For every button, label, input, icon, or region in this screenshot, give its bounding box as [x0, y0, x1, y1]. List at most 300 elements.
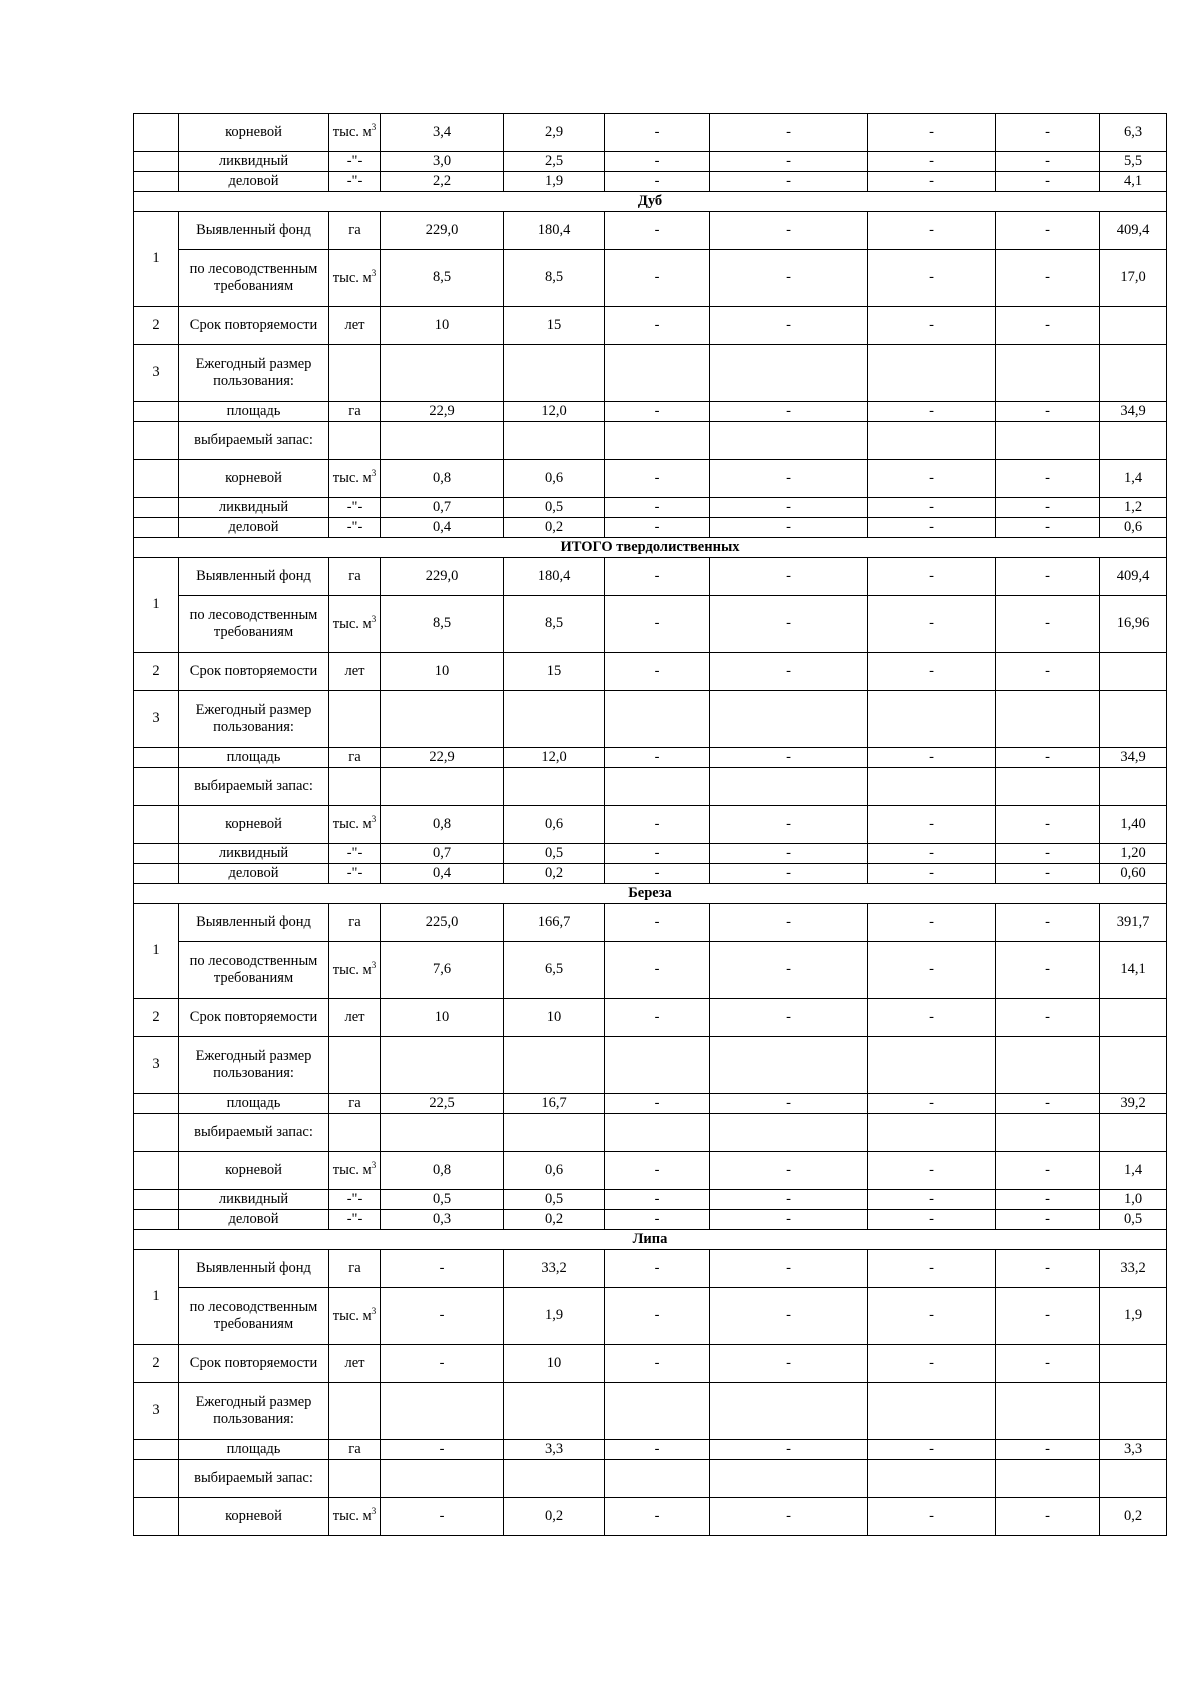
value-cell — [868, 1383, 996, 1440]
item-number-cell — [134, 518, 179, 538]
value-cell — [605, 345, 710, 402]
value-cell: 3,4 — [381, 114, 504, 152]
unit-cell — [329, 1460, 381, 1498]
section-header-row — [134, 884, 1167, 904]
indicator-name-cell: площадь — [179, 1440, 329, 1460]
value-cell — [996, 691, 1100, 748]
indicator-name-cell: выбираемый запас: — [179, 422, 329, 460]
value-cell: 225,0 — [381, 904, 504, 942]
value-cell: - — [996, 1152, 1100, 1190]
value-cell: - — [996, 460, 1100, 498]
item-number-cell: 1 — [134, 212, 179, 307]
value-cell: - — [868, 152, 996, 172]
value-cell: 0,4 — [381, 864, 504, 884]
table-row — [134, 768, 1167, 806]
value-cell: - — [605, 114, 710, 152]
value-cell: - — [710, 307, 868, 345]
value-cell: - — [868, 518, 996, 538]
unit-superscript: 3 — [371, 1160, 377, 1171]
value-cell: - — [868, 1498, 996, 1536]
item-number-cell: 3 — [134, 1383, 179, 1440]
value-cell: - — [710, 864, 868, 884]
value-cell: - — [710, 806, 868, 844]
value-cell: - — [605, 1152, 710, 1190]
unit-superscript: 3 — [371, 959, 377, 970]
value-cell: 0,8 — [381, 460, 504, 498]
indicator-name-cell: корневой — [179, 1498, 329, 1536]
value-cell: - — [710, 558, 868, 596]
indicator-name-cell: по лесоводственным требованиям — [179, 942, 329, 999]
unit-cell — [329, 1037, 381, 1094]
value-cell: - — [868, 250, 996, 307]
section-header-row — [134, 538, 1167, 558]
table-row — [134, 748, 1167, 768]
table-row — [134, 844, 1167, 864]
unit-cell — [329, 768, 381, 806]
total-cell: 14,1 — [1100, 942, 1167, 999]
unit-cell: -"- — [329, 152, 381, 172]
value-cell: - — [868, 864, 996, 884]
value-cell: - — [605, 152, 710, 172]
item-number-cell — [134, 1440, 179, 1460]
unit-cell: -"- — [329, 498, 381, 518]
value-cell: 8,5 — [381, 596, 504, 653]
value-cell — [996, 345, 1100, 402]
value-cell: - — [996, 844, 1100, 864]
value-cell: - — [996, 1190, 1100, 1210]
value-cell: - — [605, 307, 710, 345]
value-cell — [381, 1114, 504, 1152]
value-cell: - — [710, 1345, 868, 1383]
unit-cell: га — [329, 1250, 381, 1288]
value-cell: - — [996, 653, 1100, 691]
value-cell — [605, 422, 710, 460]
value-cell: - — [381, 1345, 504, 1383]
value-cell — [868, 768, 996, 806]
value-cell: 12,0 — [504, 748, 605, 768]
total-cell: 0,5 — [1100, 1210, 1167, 1230]
value-cell: - — [996, 942, 1100, 999]
unit-cell: га — [329, 1094, 381, 1114]
value-cell: 229,0 — [381, 558, 504, 596]
value-cell: - — [868, 558, 996, 596]
total-cell: 391,7 — [1100, 904, 1167, 942]
total-cell — [1100, 1345, 1167, 1383]
value-cell: - — [996, 864, 1100, 884]
indicator-name-cell: по лесоводственным требованиям — [179, 1288, 329, 1345]
total-cell: 33,2 — [1100, 1250, 1167, 1288]
unit-cell — [329, 1383, 381, 1440]
table-row — [134, 904, 1167, 942]
value-cell: - — [710, 250, 868, 307]
table-row — [134, 1190, 1167, 1210]
indicator-name-cell: выбираемый запас: — [179, 768, 329, 806]
table-body — [134, 114, 1167, 1536]
value-cell: - — [868, 1288, 996, 1345]
item-number-cell — [134, 172, 179, 192]
total-cell: 0,6 — [1100, 518, 1167, 538]
table-row — [134, 653, 1167, 691]
value-cell: - — [710, 498, 868, 518]
table-row — [134, 1037, 1167, 1094]
table-row — [134, 806, 1167, 844]
total-cell: 34,9 — [1100, 402, 1167, 422]
value-cell — [504, 422, 605, 460]
value-cell — [381, 768, 504, 806]
unit-superscript: 3 — [371, 122, 377, 133]
value-cell — [504, 691, 605, 748]
indicator-name-cell: деловой — [179, 518, 329, 538]
value-cell: - — [710, 460, 868, 498]
value-cell — [996, 1383, 1100, 1440]
indicator-name-cell: Срок повторяемости — [179, 653, 329, 691]
item-number-cell: 2 — [134, 1345, 179, 1383]
indicator-name-cell: ликвидный — [179, 844, 329, 864]
value-cell: 15 — [504, 653, 605, 691]
unit-cell — [329, 1288, 381, 1345]
total-cell: 5,5 — [1100, 152, 1167, 172]
total-cell — [1100, 1383, 1167, 1440]
indicator-name-cell: выбираемый запас: — [179, 1460, 329, 1498]
unit-cell: -"- — [329, 844, 381, 864]
indicator-name-cell: корневой — [179, 114, 329, 152]
indicator-name-cell: Ежегодный размер пользования: — [179, 1037, 329, 1094]
value-cell: - — [996, 1440, 1100, 1460]
item-number-cell — [134, 864, 179, 884]
value-cell: - — [868, 172, 996, 192]
value-cell — [868, 345, 996, 402]
indicator-name-cell: Выявленный фонд — [179, 904, 329, 942]
total-cell: 409,4 — [1100, 558, 1167, 596]
value-cell — [710, 768, 868, 806]
value-cell: - — [996, 1498, 1100, 1536]
value-cell: - — [605, 1440, 710, 1460]
value-cell: - — [605, 904, 710, 942]
total-cell: 16,96 — [1100, 596, 1167, 653]
total-cell — [1100, 307, 1167, 345]
item-number-cell: 1 — [134, 558, 179, 653]
value-cell: - — [710, 942, 868, 999]
value-cell: - — [868, 1250, 996, 1288]
value-cell: 10 — [381, 307, 504, 345]
value-cell: 0,7 — [381, 844, 504, 864]
value-cell: - — [605, 1345, 710, 1383]
value-cell — [381, 691, 504, 748]
value-cell: - — [996, 806, 1100, 844]
total-cell: 1,4 — [1100, 460, 1167, 498]
value-cell: 10 — [381, 999, 504, 1037]
item-number-cell — [134, 1190, 179, 1210]
indicator-name-cell: ликвидный — [179, 152, 329, 172]
table-row — [134, 114, 1167, 152]
indicator-name-cell: Ежегодный размер пользования: — [179, 1383, 329, 1440]
total-cell: 4,1 — [1100, 172, 1167, 192]
value-cell: - — [996, 152, 1100, 172]
value-cell — [605, 768, 710, 806]
item-number-cell: 3 — [134, 1037, 179, 1094]
value-cell: - — [605, 518, 710, 538]
value-cell: - — [868, 1152, 996, 1190]
unit-superscript: 3 — [371, 267, 377, 278]
unit-cell: лет — [329, 653, 381, 691]
total-cell — [1100, 768, 1167, 806]
value-cell — [710, 1114, 868, 1152]
value-cell: 0,2 — [504, 1498, 605, 1536]
indicator-name-cell: корневой — [179, 1152, 329, 1190]
total-cell — [1100, 345, 1167, 402]
table-row — [134, 172, 1167, 192]
table-row — [134, 1498, 1167, 1536]
unit-text: тыс. м — [332, 961, 372, 978]
value-cell: 0,5 — [504, 844, 605, 864]
value-cell: - — [605, 942, 710, 999]
section-header-row — [134, 1230, 1167, 1250]
value-cell: - — [710, 1440, 868, 1460]
value-cell: 8,5 — [504, 250, 605, 307]
value-cell: - — [605, 558, 710, 596]
indicator-name-cell: ликвидный — [179, 1190, 329, 1210]
value-cell: 166,7 — [504, 904, 605, 942]
value-cell: - — [996, 1210, 1100, 1230]
value-cell: 0,5 — [504, 1190, 605, 1210]
value-cell: 7,6 — [381, 942, 504, 999]
item-number-cell — [134, 1094, 179, 1114]
value-cell — [710, 1383, 868, 1440]
indicator-name-cell: выбираемый запас: — [179, 1114, 329, 1152]
value-cell — [381, 1037, 504, 1094]
item-number-cell — [134, 748, 179, 768]
table-row — [134, 1152, 1167, 1190]
value-cell: - — [996, 172, 1100, 192]
value-cell: - — [605, 844, 710, 864]
value-cell: - — [710, 212, 868, 250]
value-cell: - — [710, 1210, 868, 1230]
value-cell: - — [381, 1288, 504, 1345]
item-number-cell — [134, 1460, 179, 1498]
value-cell: 0,5 — [504, 498, 605, 518]
value-cell: 22,9 — [381, 402, 504, 422]
value-cell: - — [996, 748, 1100, 768]
unit-cell — [329, 345, 381, 402]
value-cell: 0,3 — [381, 1210, 504, 1230]
table-row — [134, 250, 1167, 307]
value-cell: - — [868, 653, 996, 691]
item-number-cell: 1 — [134, 1250, 179, 1345]
value-cell: 10 — [504, 1345, 605, 1383]
value-cell: - — [710, 653, 868, 691]
value-cell: - — [605, 1094, 710, 1114]
value-cell: - — [868, 806, 996, 844]
table-row — [134, 1094, 1167, 1114]
value-cell: 0,5 — [381, 1190, 504, 1210]
item-number-cell — [134, 402, 179, 422]
value-cell: 15 — [504, 307, 605, 345]
value-cell — [381, 1383, 504, 1440]
value-cell — [868, 1037, 996, 1094]
item-number-cell — [134, 768, 179, 806]
value-cell — [504, 768, 605, 806]
section-title: Липа — [134, 1230, 1167, 1250]
value-cell: 0,6 — [504, 460, 605, 498]
unit-cell: га — [329, 402, 381, 422]
value-cell: - — [605, 806, 710, 844]
value-cell: - — [868, 942, 996, 999]
value-cell — [504, 1037, 605, 1094]
value-cell: 8,5 — [504, 596, 605, 653]
value-cell: - — [710, 1190, 868, 1210]
value-cell: - — [996, 1288, 1100, 1345]
value-cell — [381, 1460, 504, 1498]
value-cell: - — [868, 114, 996, 152]
value-cell: - — [605, 1190, 710, 1210]
value-cell: 0,6 — [504, 1152, 605, 1190]
table-row — [134, 596, 1167, 653]
total-cell: 1,4 — [1100, 1152, 1167, 1190]
value-cell: - — [605, 748, 710, 768]
table-row — [134, 498, 1167, 518]
section-title: Береза — [134, 884, 1167, 904]
value-cell: 0,2 — [504, 1210, 605, 1230]
value-cell: - — [605, 1498, 710, 1536]
value-cell — [605, 1114, 710, 1152]
value-cell — [504, 1383, 605, 1440]
item-number-cell — [134, 1114, 179, 1152]
value-cell: - — [996, 114, 1100, 152]
value-cell — [504, 345, 605, 402]
unit-cell — [329, 942, 381, 999]
unit-superscript: 3 — [371, 613, 377, 624]
value-cell: - — [710, 1250, 868, 1288]
value-cell — [381, 345, 504, 402]
value-cell: 8,5 — [381, 250, 504, 307]
item-number-cell — [134, 498, 179, 518]
table-row — [134, 1210, 1167, 1230]
value-cell: - — [868, 460, 996, 498]
value-cell: - — [996, 518, 1100, 538]
value-cell: 0,7 — [381, 498, 504, 518]
value-cell: - — [996, 307, 1100, 345]
table-row — [134, 1288, 1167, 1345]
value-cell — [710, 422, 868, 460]
unit-superscript: 3 — [371, 468, 377, 479]
indicator-name-cell: площадь — [179, 748, 329, 768]
value-cell: 180,4 — [504, 558, 605, 596]
unit-cell — [329, 460, 381, 498]
value-cell — [996, 1460, 1100, 1498]
table-row — [134, 1383, 1167, 1440]
total-cell: 409,4 — [1100, 212, 1167, 250]
table-row — [134, 307, 1167, 345]
indicator-name-cell: Выявленный фонд — [179, 558, 329, 596]
table-row — [134, 999, 1167, 1037]
item-number-cell — [134, 1498, 179, 1536]
value-cell — [868, 1460, 996, 1498]
total-cell: 1,20 — [1100, 844, 1167, 864]
unit-superscript: 3 — [371, 1506, 377, 1517]
unit-cell: га — [329, 558, 381, 596]
value-cell: - — [710, 1094, 868, 1114]
total-cell: 0,2 — [1100, 1498, 1167, 1536]
unit-cell — [329, 250, 381, 307]
value-cell: - — [996, 1094, 1100, 1114]
value-cell: - — [381, 1250, 504, 1288]
value-cell: 0,6 — [504, 806, 605, 844]
indicator-name-cell: по лесоводственным требованиям — [179, 596, 329, 653]
total-cell: 1,2 — [1100, 498, 1167, 518]
unit-text: тыс. м — [332, 1508, 372, 1524]
value-cell — [868, 691, 996, 748]
value-cell — [710, 345, 868, 402]
total-cell: 6,3 — [1100, 114, 1167, 152]
value-cell: - — [996, 1250, 1100, 1288]
value-cell: - — [996, 498, 1100, 518]
value-cell: - — [868, 904, 996, 942]
value-cell — [605, 691, 710, 748]
unit-cell: лет — [329, 1345, 381, 1383]
unit-cell: лет — [329, 307, 381, 345]
value-cell: 3,0 — [381, 152, 504, 172]
indicator-name-cell: Срок повторяемости — [179, 999, 329, 1037]
item-number-cell — [134, 806, 179, 844]
indicator-name-cell: Ежегодный размер пользования: — [179, 691, 329, 748]
value-cell: - — [605, 864, 710, 884]
value-cell: - — [996, 904, 1100, 942]
item-number-cell — [134, 460, 179, 498]
value-cell: - — [996, 402, 1100, 422]
indicator-name-cell: площадь — [179, 1094, 329, 1114]
value-cell: - — [710, 114, 868, 152]
value-cell: 2,2 — [381, 172, 504, 192]
item-number-cell — [134, 152, 179, 172]
unit-cell — [329, 596, 381, 653]
total-cell: 0,60 — [1100, 864, 1167, 884]
total-cell: 3,3 — [1100, 1440, 1167, 1460]
value-cell: - — [710, 1152, 868, 1190]
value-cell: 33,2 — [504, 1250, 605, 1288]
value-cell: - — [710, 904, 868, 942]
value-cell: 16,7 — [504, 1094, 605, 1114]
value-cell: - — [605, 402, 710, 422]
unit-cell: га — [329, 748, 381, 768]
value-cell: - — [710, 172, 868, 192]
table-row — [134, 1114, 1167, 1152]
value-cell: - — [868, 844, 996, 864]
value-cell: - — [605, 1250, 710, 1288]
indicator-name-cell: деловой — [179, 864, 329, 884]
value-cell — [710, 1460, 868, 1498]
table-row — [134, 460, 1167, 498]
unit-text: тыс. м — [332, 615, 372, 632]
value-cell: - — [605, 172, 710, 192]
value-cell: 10 — [381, 653, 504, 691]
total-cell — [1100, 1114, 1167, 1152]
total-cell: 1,9 — [1100, 1288, 1167, 1345]
value-cell: - — [996, 250, 1100, 307]
value-cell — [605, 1037, 710, 1094]
unit-text: тыс. м — [332, 269, 372, 286]
item-number-cell — [134, 422, 179, 460]
table-row — [134, 1345, 1167, 1383]
value-cell: 229,0 — [381, 212, 504, 250]
value-cell: 6,5 — [504, 942, 605, 999]
indicator-name-cell: по лесоводственным требованиям — [179, 250, 329, 307]
unit-text: тыс. м — [332, 816, 372, 832]
value-cell: - — [996, 1345, 1100, 1383]
item-number-cell — [134, 114, 179, 152]
table-row — [134, 558, 1167, 596]
value-cell: - — [868, 999, 996, 1037]
value-cell: - — [381, 1440, 504, 1460]
